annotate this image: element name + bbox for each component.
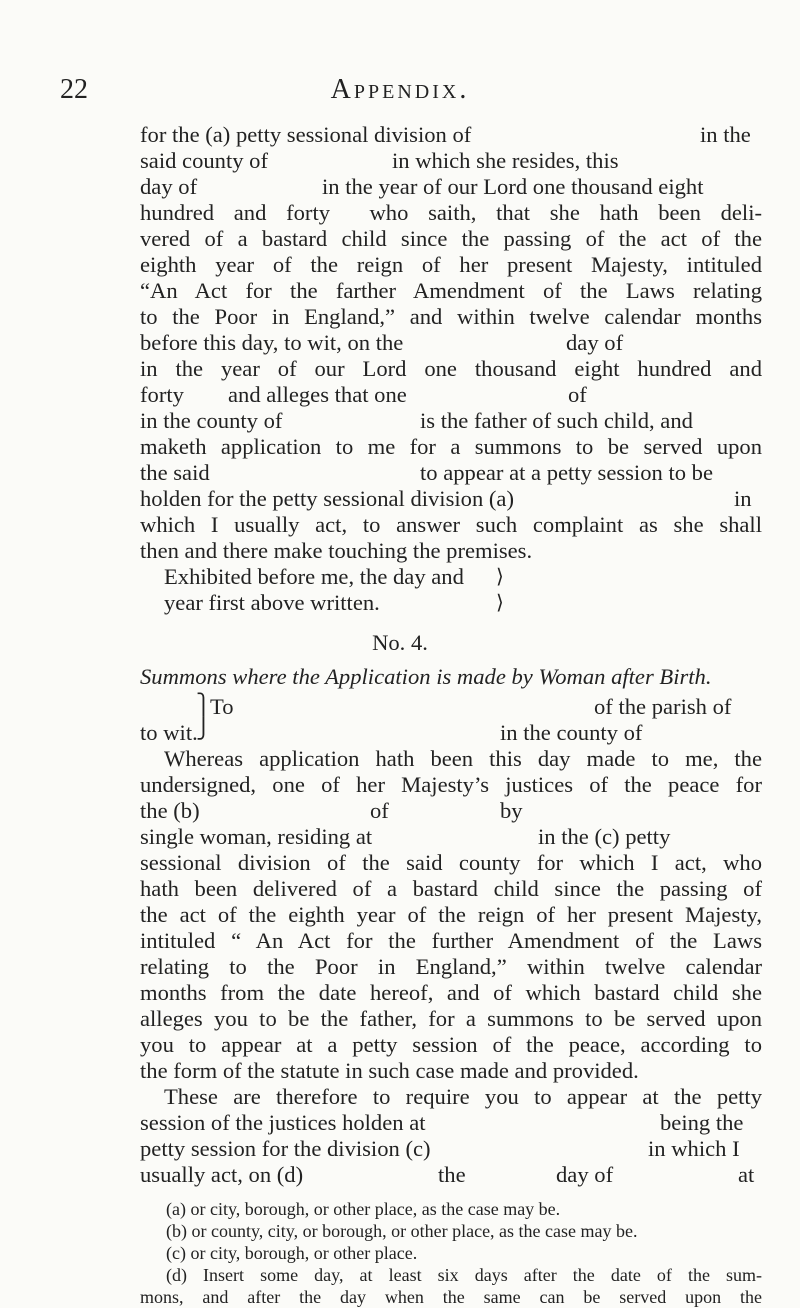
text-line: months from the date hereof, and of which bastard child she: [140, 980, 762, 1005]
text-line: in the (c) petty: [538, 824, 671, 849]
text-line: the: [438, 1162, 466, 1187]
text-line: the (b): [140, 798, 200, 823]
text-line: for the (a) petty sessional division of: [140, 122, 472, 147]
footnote-d: (d) Insert some day, at least six days after the date of the sum-: [166, 1265, 762, 1285]
text-line: in the year of our Lord one thousand eight hundred and: [140, 356, 762, 381]
footnote-a: (a) or city, borough, or other place, as the case may be.: [166, 1199, 561, 1219]
text-line: undersigned, one of her Majesty’s justices of the peace for: [140, 772, 762, 797]
running-head: Appendix.: [330, 74, 470, 105]
text-line: in the county of: [500, 720, 643, 745]
text-line: single woman, residing at: [140, 824, 373, 849]
text-line: eighth year of the reign of her present Majesty, intituled: [140, 252, 762, 277]
footnote-d-line: mons, and after the day when the same can be served upon the: [140, 1287, 762, 1307]
text-line: forty: [140, 382, 184, 407]
text-line: To: [210, 694, 234, 719]
text-line: relating to the Poor in England,” within twelve calendar: [140, 954, 762, 979]
text-line: intituled “ An Act for the further Amendment of the Laws: [140, 928, 762, 953]
text-line: of the parish of: [594, 694, 732, 719]
brace-icon: ⟩: [496, 592, 504, 614]
text-line: you to appear at a petty session of the peace, according to: [140, 1032, 762, 1057]
text-line: by: [500, 798, 523, 823]
text-line: in the: [700, 122, 751, 147]
page-number: 22: [60, 74, 88, 105]
text-line: in which I: [648, 1136, 740, 1161]
text-line: hundred and forty who saith, that she hath been deli-: [140, 200, 762, 225]
text-line: Exhibited before me, the day and: [164, 564, 464, 589]
text-line: to wit.: [140, 720, 198, 745]
text-line: session of the justices holden at: [140, 1110, 426, 1135]
text-line: in the year of our Lord one thousand eight: [322, 174, 704, 199]
text-line: day of: [140, 174, 198, 199]
text-line: in the county of: [140, 408, 283, 433]
text-line: day of: [566, 330, 624, 355]
text-line: in: [734, 486, 752, 511]
text-line: “An Act for the farther Amendment of the Laws relating: [140, 278, 762, 303]
text-line: said county of: [140, 148, 269, 173]
text-line: to appear at a petty session to be: [420, 460, 714, 485]
text-line: before this day, to wit, on the: [140, 330, 404, 355]
form-title: Summons where the Application is made by Woman after Birth.: [140, 664, 712, 689]
text-line: of: [568, 382, 587, 407]
text-line: day of: [556, 1162, 614, 1187]
text-line: year first above written.: [164, 590, 380, 615]
text-line: at: [738, 1162, 755, 1187]
form-number: No. 4.: [372, 630, 428, 655]
page-header: [0, 74, 800, 114]
brace-icon: ⟩: [496, 566, 504, 588]
text-line: sessional division of the said county for which I act, who: [140, 850, 762, 875]
text-line: vered of a bastard child since the passing of the act of the: [140, 226, 762, 251]
text-line: then and there make touching the premises.: [140, 538, 533, 563]
text-line: Whereas application hath been this day made to me, the: [164, 746, 762, 771]
text-line: being the: [660, 1110, 744, 1135]
text-line: of: [370, 798, 389, 823]
text-line: petty session for the division (c): [140, 1136, 431, 1161]
text-line: the form of the statute in such case made and provided.: [140, 1058, 639, 1083]
text-line: is the father of such child, and: [420, 408, 693, 433]
text-line: to the Poor in England,” and within twelve calendar months: [140, 304, 762, 329]
footnote-b: (b) or county, city, or borough, or other place, as the case may be.: [166, 1221, 638, 1241]
text-line: the act of the eighth year of the reign of her present Majesty,: [140, 902, 762, 927]
brace-icon: ⎭: [196, 718, 211, 740]
text-line: and alleges that one: [228, 382, 407, 407]
text-line: usually act, on (d): [140, 1162, 304, 1187]
text-line: the said: [140, 460, 210, 485]
text-line: in which she resides, this: [392, 148, 619, 173]
footnote-c: (c) or city, borough, or other place.: [166, 1243, 418, 1263]
text-line: holden for the petty sessional division (a): [140, 486, 514, 511]
text-line: alleges you to be the father, for a summons to be served upon: [140, 1006, 762, 1031]
text-line: which I usually act, to answer such complaint as she shall: [140, 512, 762, 537]
brace-icon: ⎫: [196, 694, 211, 716]
text-line: maketh application to me for a summons to be served upon: [140, 434, 762, 459]
text-line: hath been delivered of a bastard child since the passing of: [140, 876, 762, 901]
text-line: These are therefore to require you to appear at the petty: [164, 1084, 762, 1109]
